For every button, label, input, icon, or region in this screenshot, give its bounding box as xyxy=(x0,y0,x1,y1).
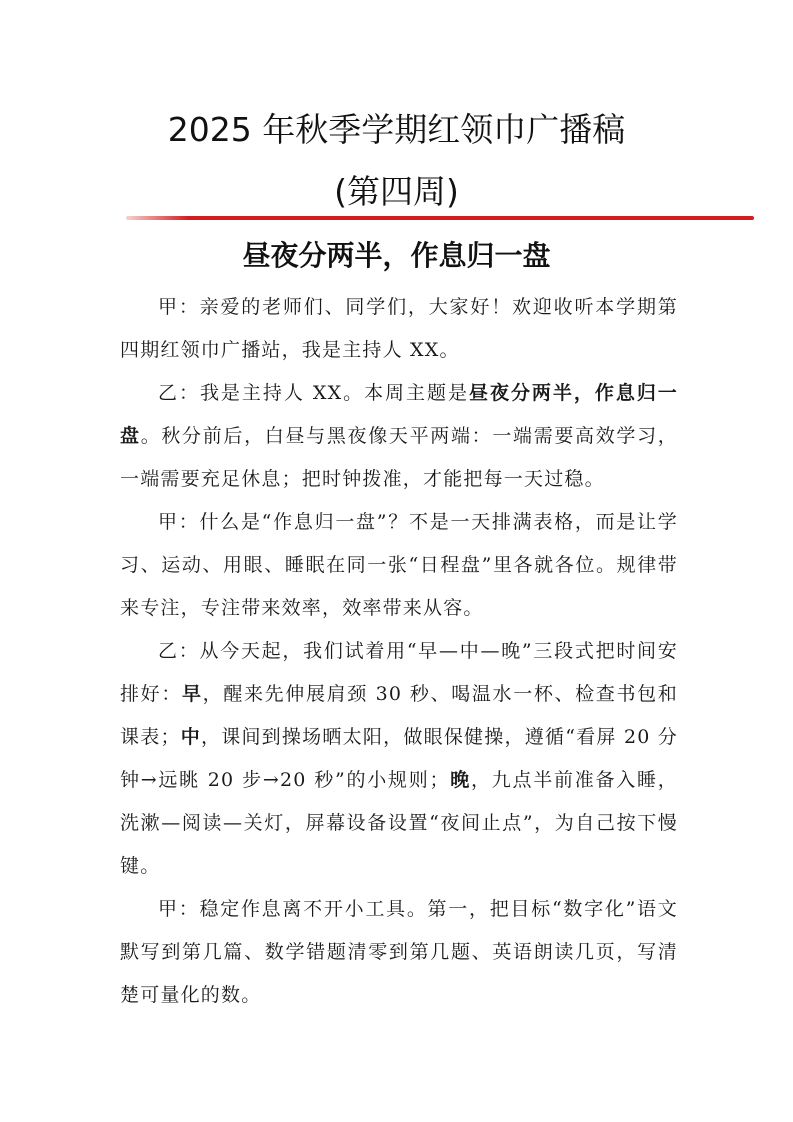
red-divider-rule xyxy=(126,216,754,220)
document-body xyxy=(120,286,678,1017)
paragraph-text: 甲：稳定作息离不开小工具。第一，把目标“数字化”语文默写到第几篇、数学错题清零到第几题、英语朗读几页，写清楚可量化的数。 xyxy=(120,898,678,1006)
document-title: 2025 年秋季学期红领巾广播稿 xyxy=(167,110,626,149)
paragraph-text: 乙：从今天起，我们试着用“早—中—晚”三段式把时间安排好： xyxy=(120,640,678,705)
paragraph-bold-text: 晚 xyxy=(449,769,472,791)
paragraph-text: ，九点半前准备入睡，洗漱—阅读—关灯，屏幕设备设置“夜间止点”，为自己按下慢键。 xyxy=(120,769,678,877)
document-subtitle: 昼夜分两半，作息归一盘 xyxy=(242,239,551,272)
paragraph xyxy=(120,372,678,501)
paragraph xyxy=(120,630,678,888)
paragraph-bold-text: 昼夜分两半，作息归一盘 xyxy=(120,382,678,447)
paragraph xyxy=(120,286,678,372)
paragraph-text: ，课间到操场晒太阳，做眼保健操，遵循“看屏 20 分钟→远眺 20 步→20 秒”的小规则； xyxy=(120,726,679,791)
paragraph-text: 乙：我是主持人 XX。本周主题是 xyxy=(158,382,469,404)
paragraph-bold-text: 早 xyxy=(181,683,203,705)
paragraph-text: 甲：亲爱的老师们、同学们，大家好！欢迎收听本学期第四期红领巾广播站，我是主持人 XX。 xyxy=(120,296,678,361)
paragraph xyxy=(120,501,678,630)
paragraph-text: 甲：什么是“作息归一盘”？不是一天排满表格，而是让学习、运动、用眼、睡眠在同一张“日程盘”里各就各位。规律带来专注，专注带来效率，效率带来从容。 xyxy=(120,511,678,619)
paragraph-bold-text: 中 xyxy=(180,726,201,748)
paragraph-text: ，醒来先伸展肩颈 30 秒、喝温水一杯、检查书包和课表； xyxy=(120,683,679,748)
document-title-week: (第四周) xyxy=(334,172,459,211)
paragraph-text: 。秋分前后，白昼与黑夜像天平两端：一端需要高效学习，一端需要充足休息；把时钟拨准，才能把每一天过稳。 xyxy=(120,425,678,490)
paragraph xyxy=(120,888,678,1017)
